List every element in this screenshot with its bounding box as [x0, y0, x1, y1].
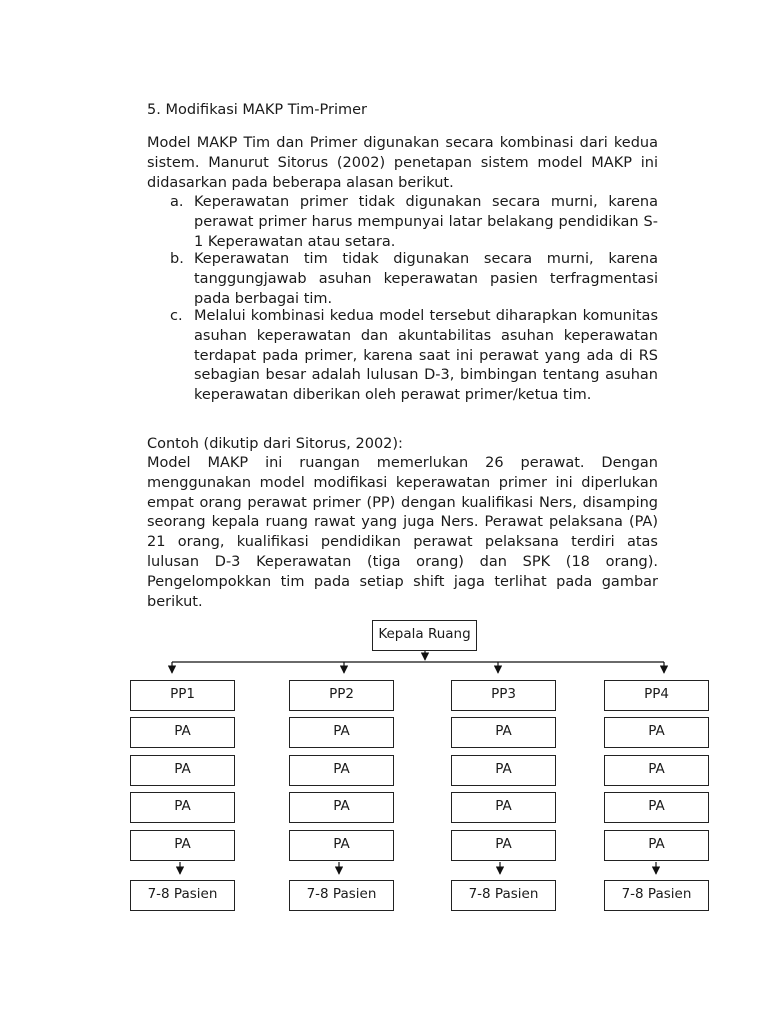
pp-box: PP4: [604, 680, 709, 711]
reason-text: Melalui kombinasi kedua model tersebut diharapkan komunitas asuhan keperawatan dan akuntabilitas asuhan keperawatan terdapat pada primer, karena saat ini perawat yang ada di RS sebagian besar adalah lulusan D-3, bimbingan tentang asuhan keperawatan diberikan oleh perawat primer/ketua tim.: [194, 308, 658, 404]
patients-box: 7-8 Pasien: [289, 880, 394, 911]
pa-box: PA: [289, 792, 394, 823]
reason-item-c: [170, 307, 658, 406]
pa-box: PA: [289, 717, 394, 748]
pa-box: PA: [604, 717, 709, 748]
reason-label: c.: [170, 308, 183, 324]
pa-box: PA: [451, 755, 556, 786]
pa-box: PA: [451, 830, 556, 861]
pp-box: PP2: [289, 680, 394, 711]
reason-text: Keperawatan primer tidak digunakan secara murni, karena perawat primer harus mempunyai latar belakang pendidikan S-1 Keperawatan atau setara.: [194, 194, 658, 250]
pp-box: PP3: [451, 680, 556, 711]
section-heading: 5. Modifikasi MAKP Tim-Primer: [147, 102, 367, 118]
pa-box: PA: [451, 792, 556, 823]
reason-item-b: [170, 250, 658, 309]
pa-box: PA: [451, 717, 556, 748]
pa-box: PA: [289, 755, 394, 786]
example-paragraph: Model MAKP ini ruangan memerlukan 26 perawat. Dengan menggunakan model modifikasi keperawatan primer ini diperlukan empat orang perawat primer (PP) dengan kualifikasi Ners, disamping seorang kepala ruang rawat yang juga Ners. Perawat pelaksana (PA) 21 orang, kualifikasi pendidikan perawat pelaksana terdiri atas lulusan D-3 Keperawatan (tiga orang) dan SPK (18 orang). Pengelompokkan tim pada setiap shift jaga terlihat pada gambar berikut.: [147, 455, 658, 610]
patients-box: 7-8 Pasien: [451, 880, 556, 911]
patients-box: 7-8 Pasien: [604, 880, 709, 911]
pa-box: PA: [130, 755, 235, 786]
pa-box: PA: [604, 830, 709, 861]
intro-paragraph: Model MAKP Tim dan Primer digunakan secara kombinasi dari kedua sistem. Manurut Sitorus (2002) penetapan sistem model MAKP ini didasarkan pada beberapa alasan berikut.: [147, 135, 658, 191]
reason-item-a: [170, 193, 658, 252]
pa-box: PA: [130, 830, 235, 861]
pp-box: PP1: [130, 680, 235, 711]
reason-text: Keperawatan tim tidak digunakan secara murni, karena tanggungjawab asuhan keperawatan pasien terfragmentasi pada berbagai tim.: [194, 251, 658, 307]
pa-box: PA: [130, 717, 235, 748]
reason-label: b.: [170, 251, 184, 267]
pa-box: PA: [604, 755, 709, 786]
patients-box: 7-8 Pasien: [130, 880, 235, 911]
pa-box: PA: [604, 792, 709, 823]
example-title: Contoh (dikutip dari Sitorus, 2002):: [147, 436, 403, 452]
pa-box: PA: [289, 830, 394, 861]
pa-box: PA: [130, 792, 235, 823]
reason-label: a.: [170, 194, 184, 210]
kepala-ruang-box: Kepala Ruang: [372, 620, 477, 651]
